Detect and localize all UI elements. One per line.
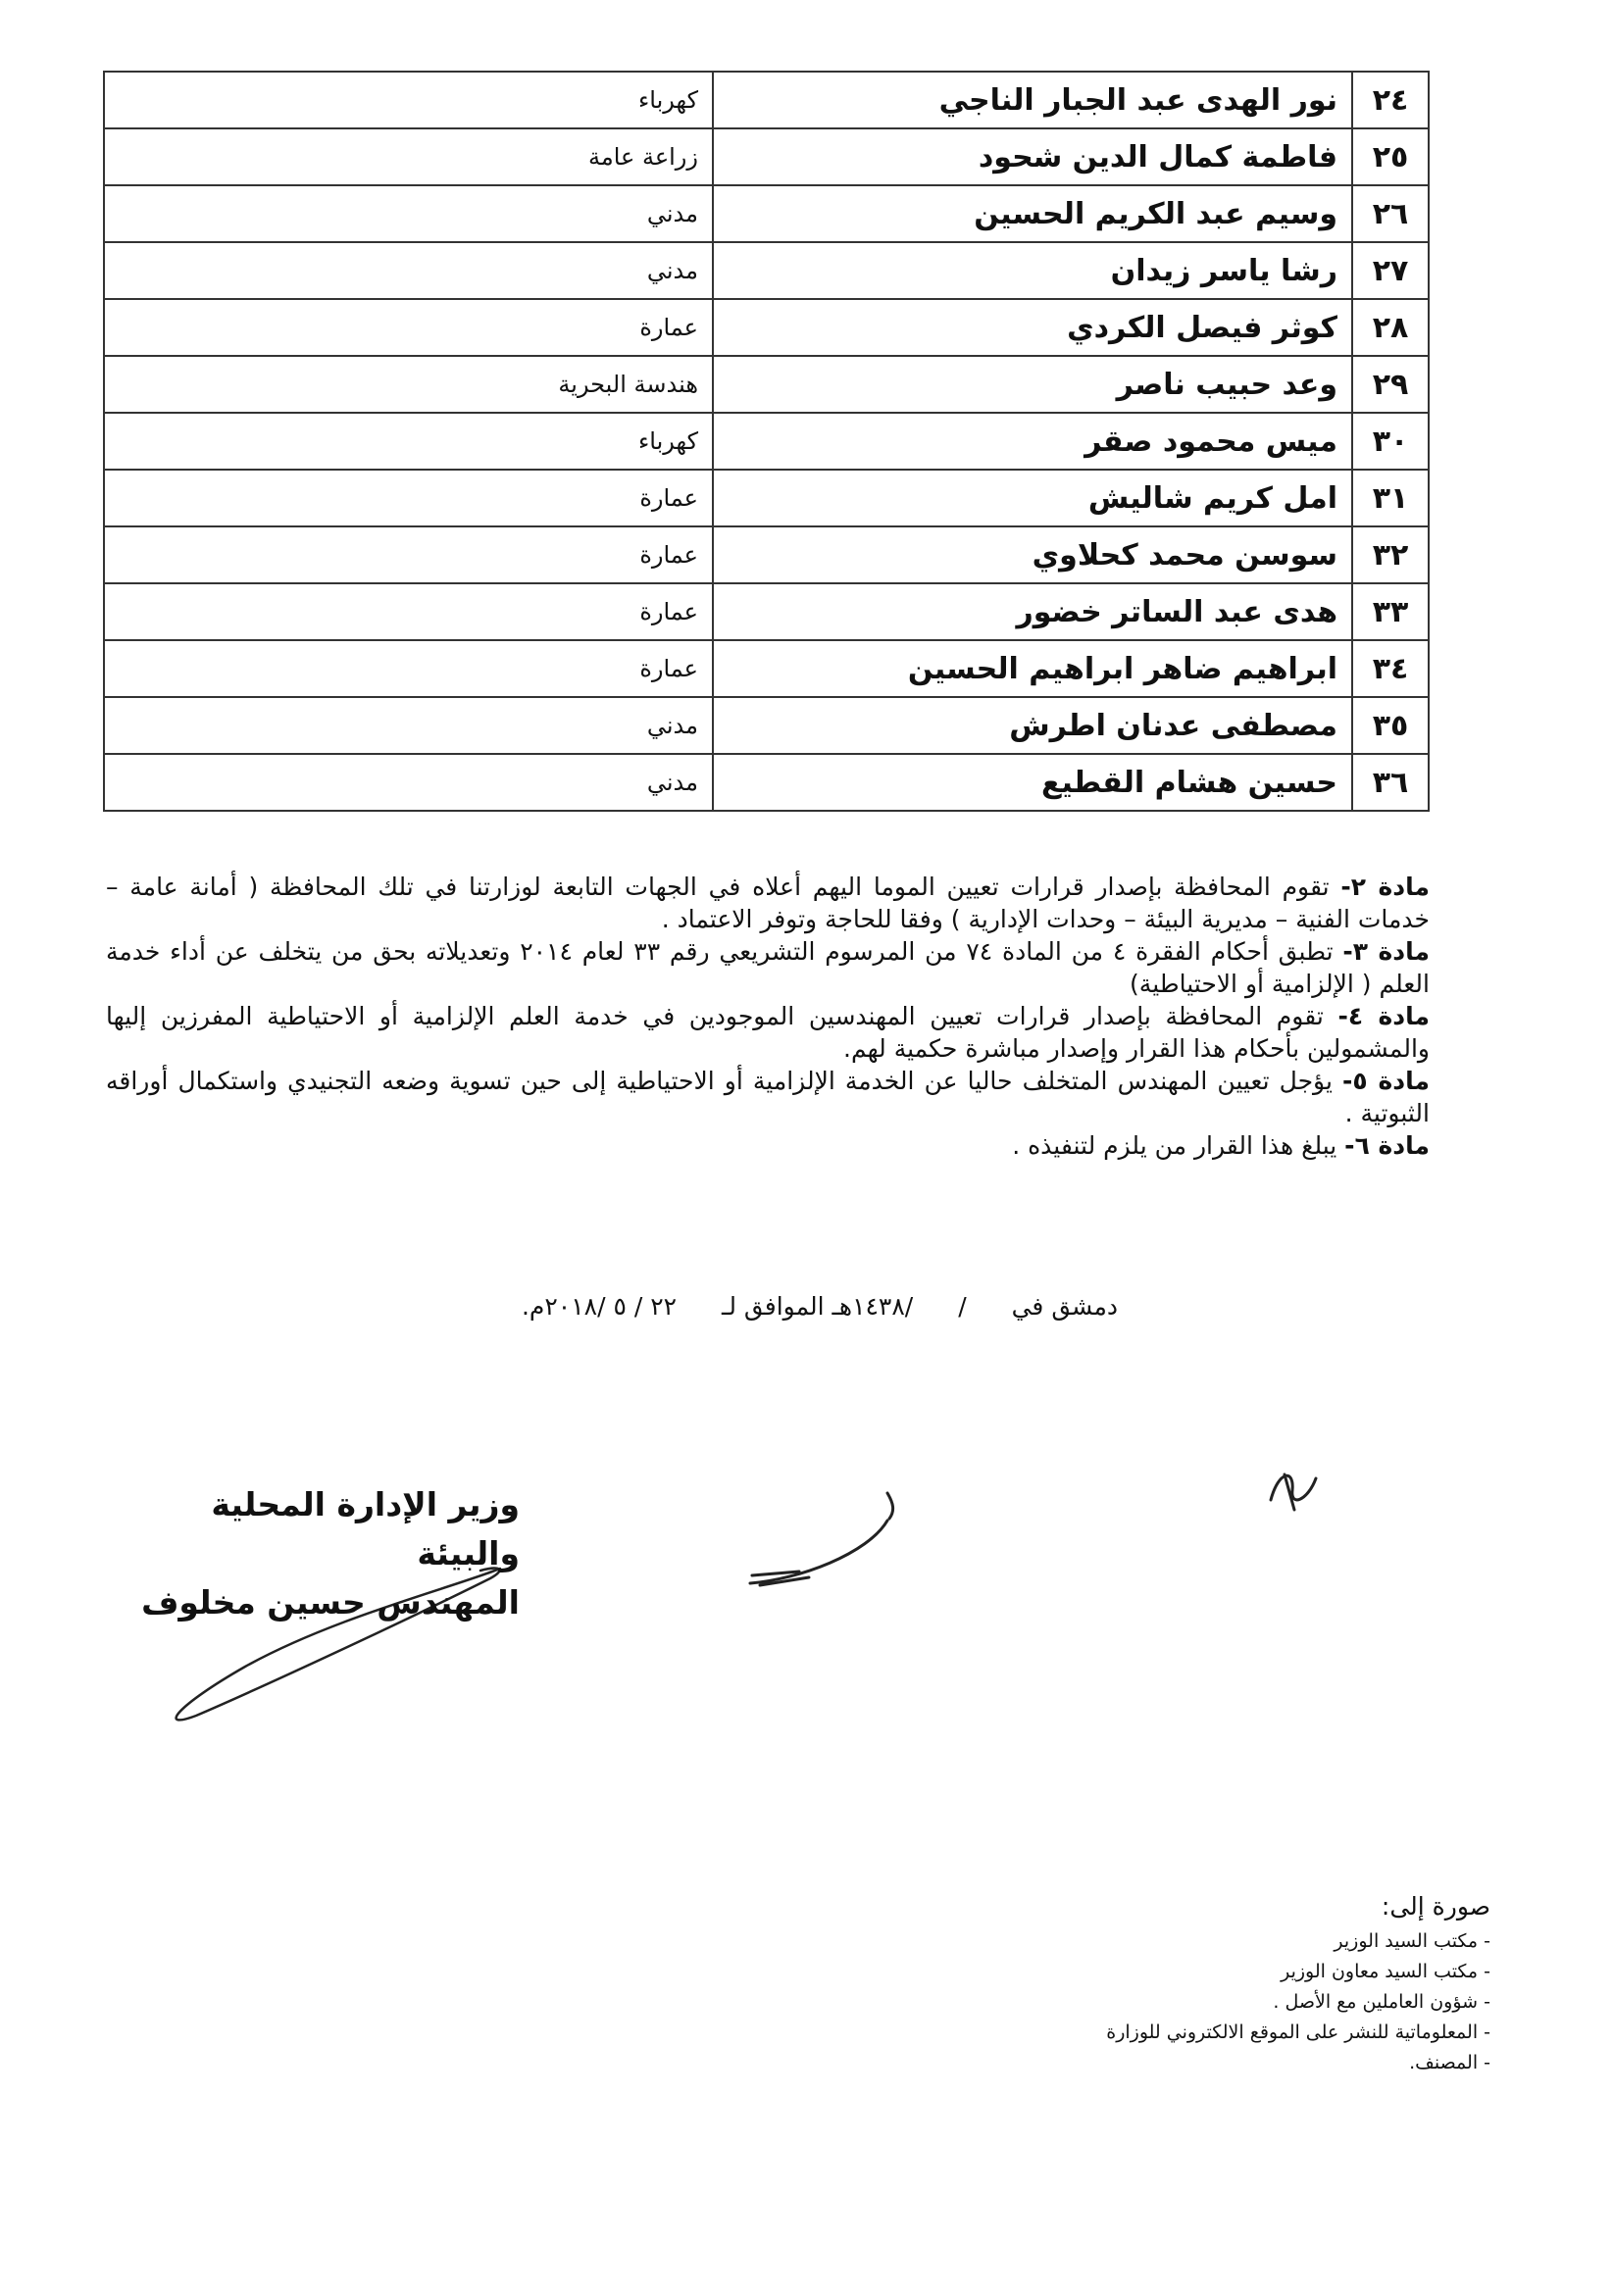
specialty: عمارة [104, 583, 713, 640]
table-row [104, 128, 1429, 185]
row-number: ٣٤ [1352, 640, 1429, 697]
engineer-name: سوسن محمد كحلاوي [713, 526, 1352, 583]
date-gregorian: ٢٢ / ٥ /٢٠١٨م. [521, 1292, 678, 1321]
specialty: مدني [104, 185, 713, 242]
copies-heading: صورة إلى: [1381, 1892, 1490, 1921]
row-number: ٢٥ [1352, 128, 1429, 185]
row-number: ٢٤ [1352, 72, 1429, 128]
row-number: ٢٨ [1352, 299, 1429, 356]
engineer-name: وعد حبيب ناصر [713, 356, 1352, 413]
signature-block [108, 1480, 520, 1627]
engineer-name: وسيم عبد الكريم الحسين [713, 185, 1352, 242]
engineer-name: ميس محمود صقر [713, 413, 1352, 470]
list-item: - المعلوماتية للنشر على الموقع الالكتروني للوزارة [1106, 2021, 1490, 2043]
signature-mark [740, 1485, 917, 1593]
article-label: مادة ٢- [1340, 873, 1430, 901]
list-item: - المصنف. [1409, 2052, 1490, 2073]
article-6 [106, 1129, 1430, 1162]
table-row [104, 72, 1429, 128]
row-number: ٣٠ [1352, 413, 1429, 470]
specialty: عمارة [104, 299, 713, 356]
specialty: عمارة [104, 470, 713, 526]
engineer-name: حسين هشام القطيع [713, 754, 1352, 811]
table-row [104, 470, 1429, 526]
specialty: عمارة [104, 526, 713, 583]
specialty: كهرباء [104, 413, 713, 470]
article-label: مادة ٥- [1342, 1067, 1430, 1095]
specialty: مدني [104, 697, 713, 754]
table-row [104, 754, 1429, 811]
row-number: ٢٧ [1352, 242, 1429, 299]
table-row [104, 583, 1429, 640]
decree-articles [106, 871, 1430, 1162]
article-3 [106, 935, 1430, 1000]
article-label: مادة ٤- [1337, 1002, 1430, 1030]
row-number: ٣٥ [1352, 697, 1429, 754]
row-number: ٣٦ [1352, 754, 1429, 811]
copies-list [981, 1892, 1490, 2078]
article-text: يبلغ هذا القرار من يلزم لتنفيذه . [1012, 1131, 1345, 1160]
table-row [104, 185, 1429, 242]
article-2 [106, 871, 1430, 935]
specialty: عمارة [104, 640, 713, 697]
table-row [104, 356, 1429, 413]
article-text: يؤجل تعيين المهندس المتخلف حاليا عن الخدمة الإلزامية أو الاحتياطية إلى حين تسوية وضعه التجنيدي واستكمال أوراقه الثبوتية . [106, 1067, 1430, 1127]
list-item: - مكتب السيد الوزير [1334, 1930, 1490, 1952]
engineer-name: ابراهيم ضاهر ابراهيم الحسين [713, 640, 1352, 697]
signatory-name: المهندس حسين مخلوف [141, 1583, 520, 1622]
engineer-name: مصطفى عدنان اطرش [713, 697, 1352, 754]
article-text: تقوم المحافظة بإصدار قرارات تعيين المهندسين الموجودين في خدمة العلم الإلزامية أو الاحتياطية المفرزين إليها والمشمولين بأحكام هذا القرار وإصدار مباشرة حكمية لهم. [106, 1002, 1430, 1063]
list-item: - شؤون العاملين مع الأصل . [1273, 1991, 1490, 2013]
engineer-name: فاطمة كمال الدين شحود [713, 128, 1352, 185]
article-text: تقوم المحافظة بإصدار قرارات تعيين الموما اليهم أعلاه في الجهات التابعة لوزارتنا في تلك المحافظة ( أمانة عامة – خدمات الفنية – مديرية البيئة – وحدات الإدارية ) وفقا للحاجة وتوفر الاعتماد . [106, 873, 1430, 933]
row-number: ٣٢ [1352, 526, 1429, 583]
row-number: ٣٣ [1352, 583, 1429, 640]
engineer-name: كوثر فيصل الكردي [713, 299, 1352, 356]
article-4 [106, 1000, 1430, 1065]
engineers-table [103, 71, 1430, 812]
dateline [412, 1292, 1118, 1321]
list-item: - مكتب السيد معاون الوزير [1281, 1961, 1490, 1982]
engineer-name: هدى عبد الساتر خضور [713, 583, 1352, 640]
table-row [104, 697, 1429, 754]
article-5 [106, 1065, 1430, 1129]
specialty: هندسة البحرية [104, 356, 713, 413]
table-row [104, 299, 1429, 356]
date-hijri: /١٤٣٨هـ الموافق لـ [722, 1292, 914, 1321]
article-label: مادة ٣- [1342, 937, 1430, 966]
engineer-name: نور الهدى عبد الجبار الناجي [713, 72, 1352, 128]
date-place: دمشق في [1011, 1292, 1118, 1321]
table-row [104, 242, 1429, 299]
table-row [104, 526, 1429, 583]
signatory-title: وزير الإدارة المحلية والبيئة [211, 1485, 520, 1572]
table-row [104, 413, 1429, 470]
initials-mark [1265, 1461, 1324, 1520]
specialty: مدني [104, 242, 713, 299]
article-text: تطبق أحكام الفقرة ٤ من المادة ٧٤ من المرسوم التشريعي رقم ٣٣ لعام ٢٠١٤ وتعديلاته بحق من يتخلف عن أداء خدمة العلم ( الإلزامية أو الاحتياطية) [106, 937, 1430, 998]
specialty: زراعة عامة [104, 128, 713, 185]
engineer-name: رشا ياسر زيدان [713, 242, 1352, 299]
engineer-name: امل كريم شاليش [713, 470, 1352, 526]
date-slash: / [958, 1292, 967, 1321]
specialty: مدني [104, 754, 713, 811]
row-number: ٢٩ [1352, 356, 1429, 413]
table-row [104, 640, 1429, 697]
specialty: كهرباء [104, 72, 713, 128]
article-label: مادة ٦- [1344, 1131, 1430, 1160]
row-number: ٣١ [1352, 470, 1429, 526]
row-number: ٢٦ [1352, 185, 1429, 242]
